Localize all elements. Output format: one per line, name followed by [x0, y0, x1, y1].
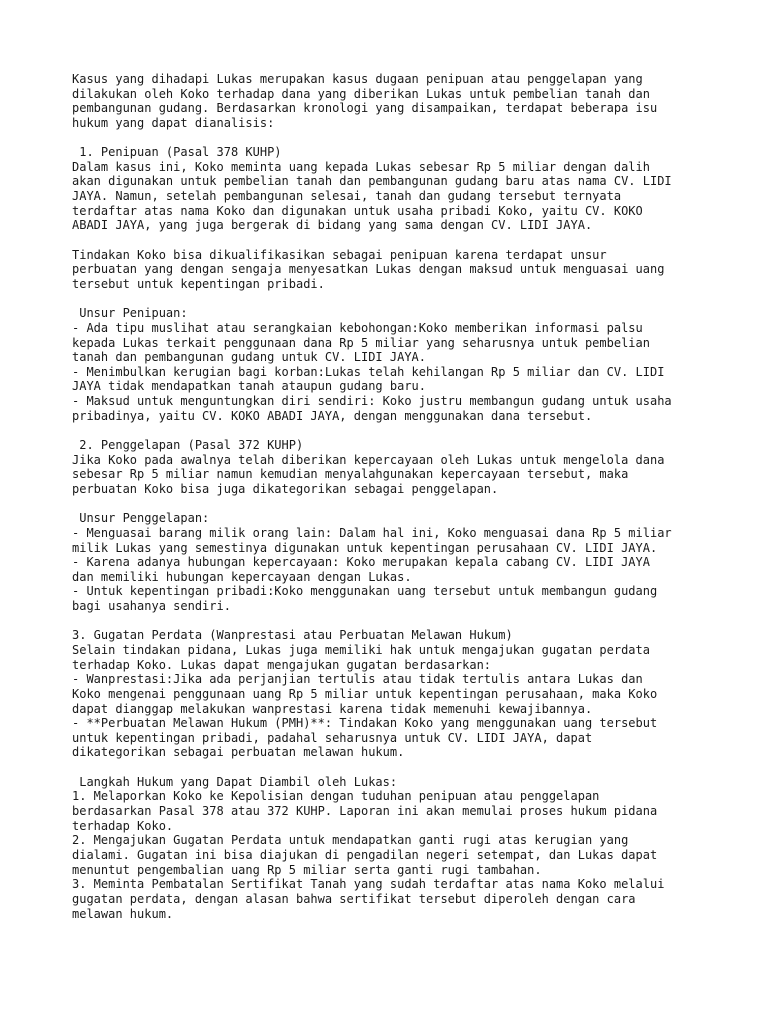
text-line: Selain tindakan pidana, Lukas juga memiliki hak untuk mengajukan gugatan perdata — [72, 642, 650, 657]
text-line: untuk kepentingan pribadi, padahal seharusnya untuk CV. LIDI JAYA, dapat — [72, 730, 593, 745]
text-line: - Karena adanya hubungan kepercayaan: Koko merupakan kepala cabang CV. LIDI JAYA — [72, 555, 650, 570]
text-line: - Untuk kepentingan pribadi:Koko menggunakan uang tersebut untuk membangun gudang — [72, 584, 658, 599]
text-line: pembangunan gudang. Berdasarkan kronologi yang disampaikan, terdapat beberapa isu — [72, 101, 658, 116]
text-line — [72, 292, 712, 307]
text-line: 2. Mengajukan Gugatan Perdata untuk mendapatkan ganti rugi atas kerugian yang — [72, 833, 629, 848]
text-line: hukum yang dapat dianalisis: — [72, 115, 275, 130]
text-line: - Menimbulkan kerugian bagi korban:Lukas telah kehilangan Rp 5 miliar dan CV. LIDI — [72, 364, 665, 379]
text-line — [72, 614, 712, 629]
text-line: 2. Penggelapan (Pasal 372 KUHP) — [72, 438, 304, 453]
text-line: bagi usahanya sendiri. — [72, 599, 231, 614]
text-line: Dalam kasus ini, Koko meminta uang kepada Lukas sebesar Rp 5 miliar dengan dalih — [72, 159, 650, 174]
text-line: terhadap Koko. — [72, 818, 174, 833]
text-line: 1. Penipuan (Pasal 378 KUHP) — [72, 145, 282, 160]
text-line: kepada Lukas terkait penggunaan dana Rp 5 miliar yang seharusnya untuk pembelian — [72, 335, 650, 350]
text-line: JAYA. Namun, setelah pembangunan selesai, tanah dan gudang tersebut ternyata — [72, 189, 622, 204]
text-line: tanah dan pembangunan gudang untuk CV. LIDI JAYA. — [72, 350, 427, 365]
text-line: Jika Koko pada awalnya telah diberikan kepercayaan oleh Lukas untuk mengelola dana — [72, 452, 665, 467]
text-line: - Maksud untuk menguntungkan diri sendiri: Koko justru membangun gudang untuk usaha — [72, 394, 672, 409]
text-line: Unsur Penipuan: — [72, 306, 188, 321]
text-line: dilakukan oleh Koko terhadap dana yang diberikan Lukas untuk pembelian tanah dan — [72, 86, 650, 101]
text-line: Kasus yang dihadapi Lukas merupakan kasus dugaan penipuan atau penggelapan yang — [72, 72, 643, 86]
text-line: dan memiliki hubungan kepercayaan dengan Lukas. — [72, 569, 412, 584]
text-line: JAYA tidak mendapatkan tanah ataupun gudang baru. — [72, 379, 427, 394]
text-line: Tindakan Koko bisa dikualifikasikan sebagai penipuan karena terdapat unsur — [72, 247, 607, 262]
text-line: 3. Gugatan Perdata (Wanprestasi atau Perbuatan Melawan Hukum) — [72, 628, 513, 643]
text-line: Langkah Hukum yang Dapat Diambil oleh Lukas: — [72, 774, 398, 789]
text-line: gugatan perdata, dengan alasan bahwa sertifikat tersebut diperoleh dengan cara — [72, 891, 636, 906]
text-line — [72, 233, 712, 248]
text-line: pribadinya, yaitu CV. KOKO ABADI JAYA, dengan menggunakan dana tersebut. — [72, 408, 593, 423]
text-line: - **Perbuatan Melawan Hukum (PMH)**: Tindakan Koko yang menggunakan uang tersebut — [72, 716, 658, 731]
text-line: sebesar Rp 5 miliar namun kemudian menyalahgunakan kepercayaan tersebut, maka — [72, 467, 629, 482]
text-line — [72, 423, 712, 438]
text-line: terdaftar atas nama Koko dan digunakan untuk usaha pribadi Koko, yaitu CV. KOKO — [72, 203, 643, 218]
document-body — [72, 72, 712, 921]
text-line: perbuatan yang dengan sengaja menyesatkan Lukas dengan maksud untuk menguasai uang — [72, 262, 665, 277]
text-line: dapat dianggap melakukan wanprestasi karena tidak memenuhi kewajibannya. — [72, 701, 593, 716]
text-line — [72, 497, 712, 512]
text-line: tersebut untuk kepentingan pribadi. — [72, 276, 325, 291]
text-line: melawan hukum. — [72, 906, 174, 921]
text-line — [72, 131, 712, 146]
text-line: Koko mengenai penggunaan uang Rp 5 miliar untuk kepentingan perusahaan, maka Koko — [72, 686, 658, 701]
text-line: - Ada tipu muslihat atau serangkaian kebohongan:Koko memberikan informasi palsu — [72, 320, 643, 335]
text-line: terhadap Koko. Lukas dapat mengajukan gugatan berdasarkan: — [72, 657, 492, 672]
text-line: menuntut pengembalian uang Rp 5 miliar serta ganti rugi tambahan. — [72, 862, 542, 877]
text-line: ABADI JAYA, yang juga bergerak di bidang yang sama dengan CV. LIDI JAYA. — [72, 218, 593, 233]
text-line: Unsur Penggelapan: — [72, 511, 210, 526]
text-line — [72, 760, 712, 775]
text-line: dialami. Gugatan ini bisa diajukan di pengadilan negeri setempat, dan Lukas dapat — [72, 847, 658, 862]
text-line: - Menguasai barang milik orang lain: Dalam hal ini, Koko menguasai dana Rp 5 miliar — [72, 525, 672, 540]
text-line: dikategorikan sebagai perbuatan melawan hukum. — [72, 745, 405, 760]
text-line: perbuatan Koko bisa juga dikategorikan sebagai penggelapan. — [72, 481, 499, 496]
text-line: - Wanprestasi:Jika ada perjanjian tertulis atau tidak tertulis antara Lukas dan — [72, 672, 643, 687]
text-line: akan digunakan untuk pembelian tanah dan pembangunan gudang baru atas nama CV. LIDI — [72, 174, 672, 189]
text-line: 1. Melaporkan Koko ke Kepolisian dengan tuduhan penipuan atau penggelapan — [72, 789, 600, 804]
text-line: 3. Meminta Pembatalan Sertifikat Tanah yang sudah terdaftar atas nama Koko melalui — [72, 877, 665, 892]
text-line: berdasarkan Pasal 378 atau 372 KUHP. Laporan ini akan memulai proses hukum pidana — [72, 804, 658, 819]
text-line: milik Lukas yang semestinya digunakan untuk kepentingan perusahaan CV. LIDI JAYA. — [72, 540, 658, 555]
